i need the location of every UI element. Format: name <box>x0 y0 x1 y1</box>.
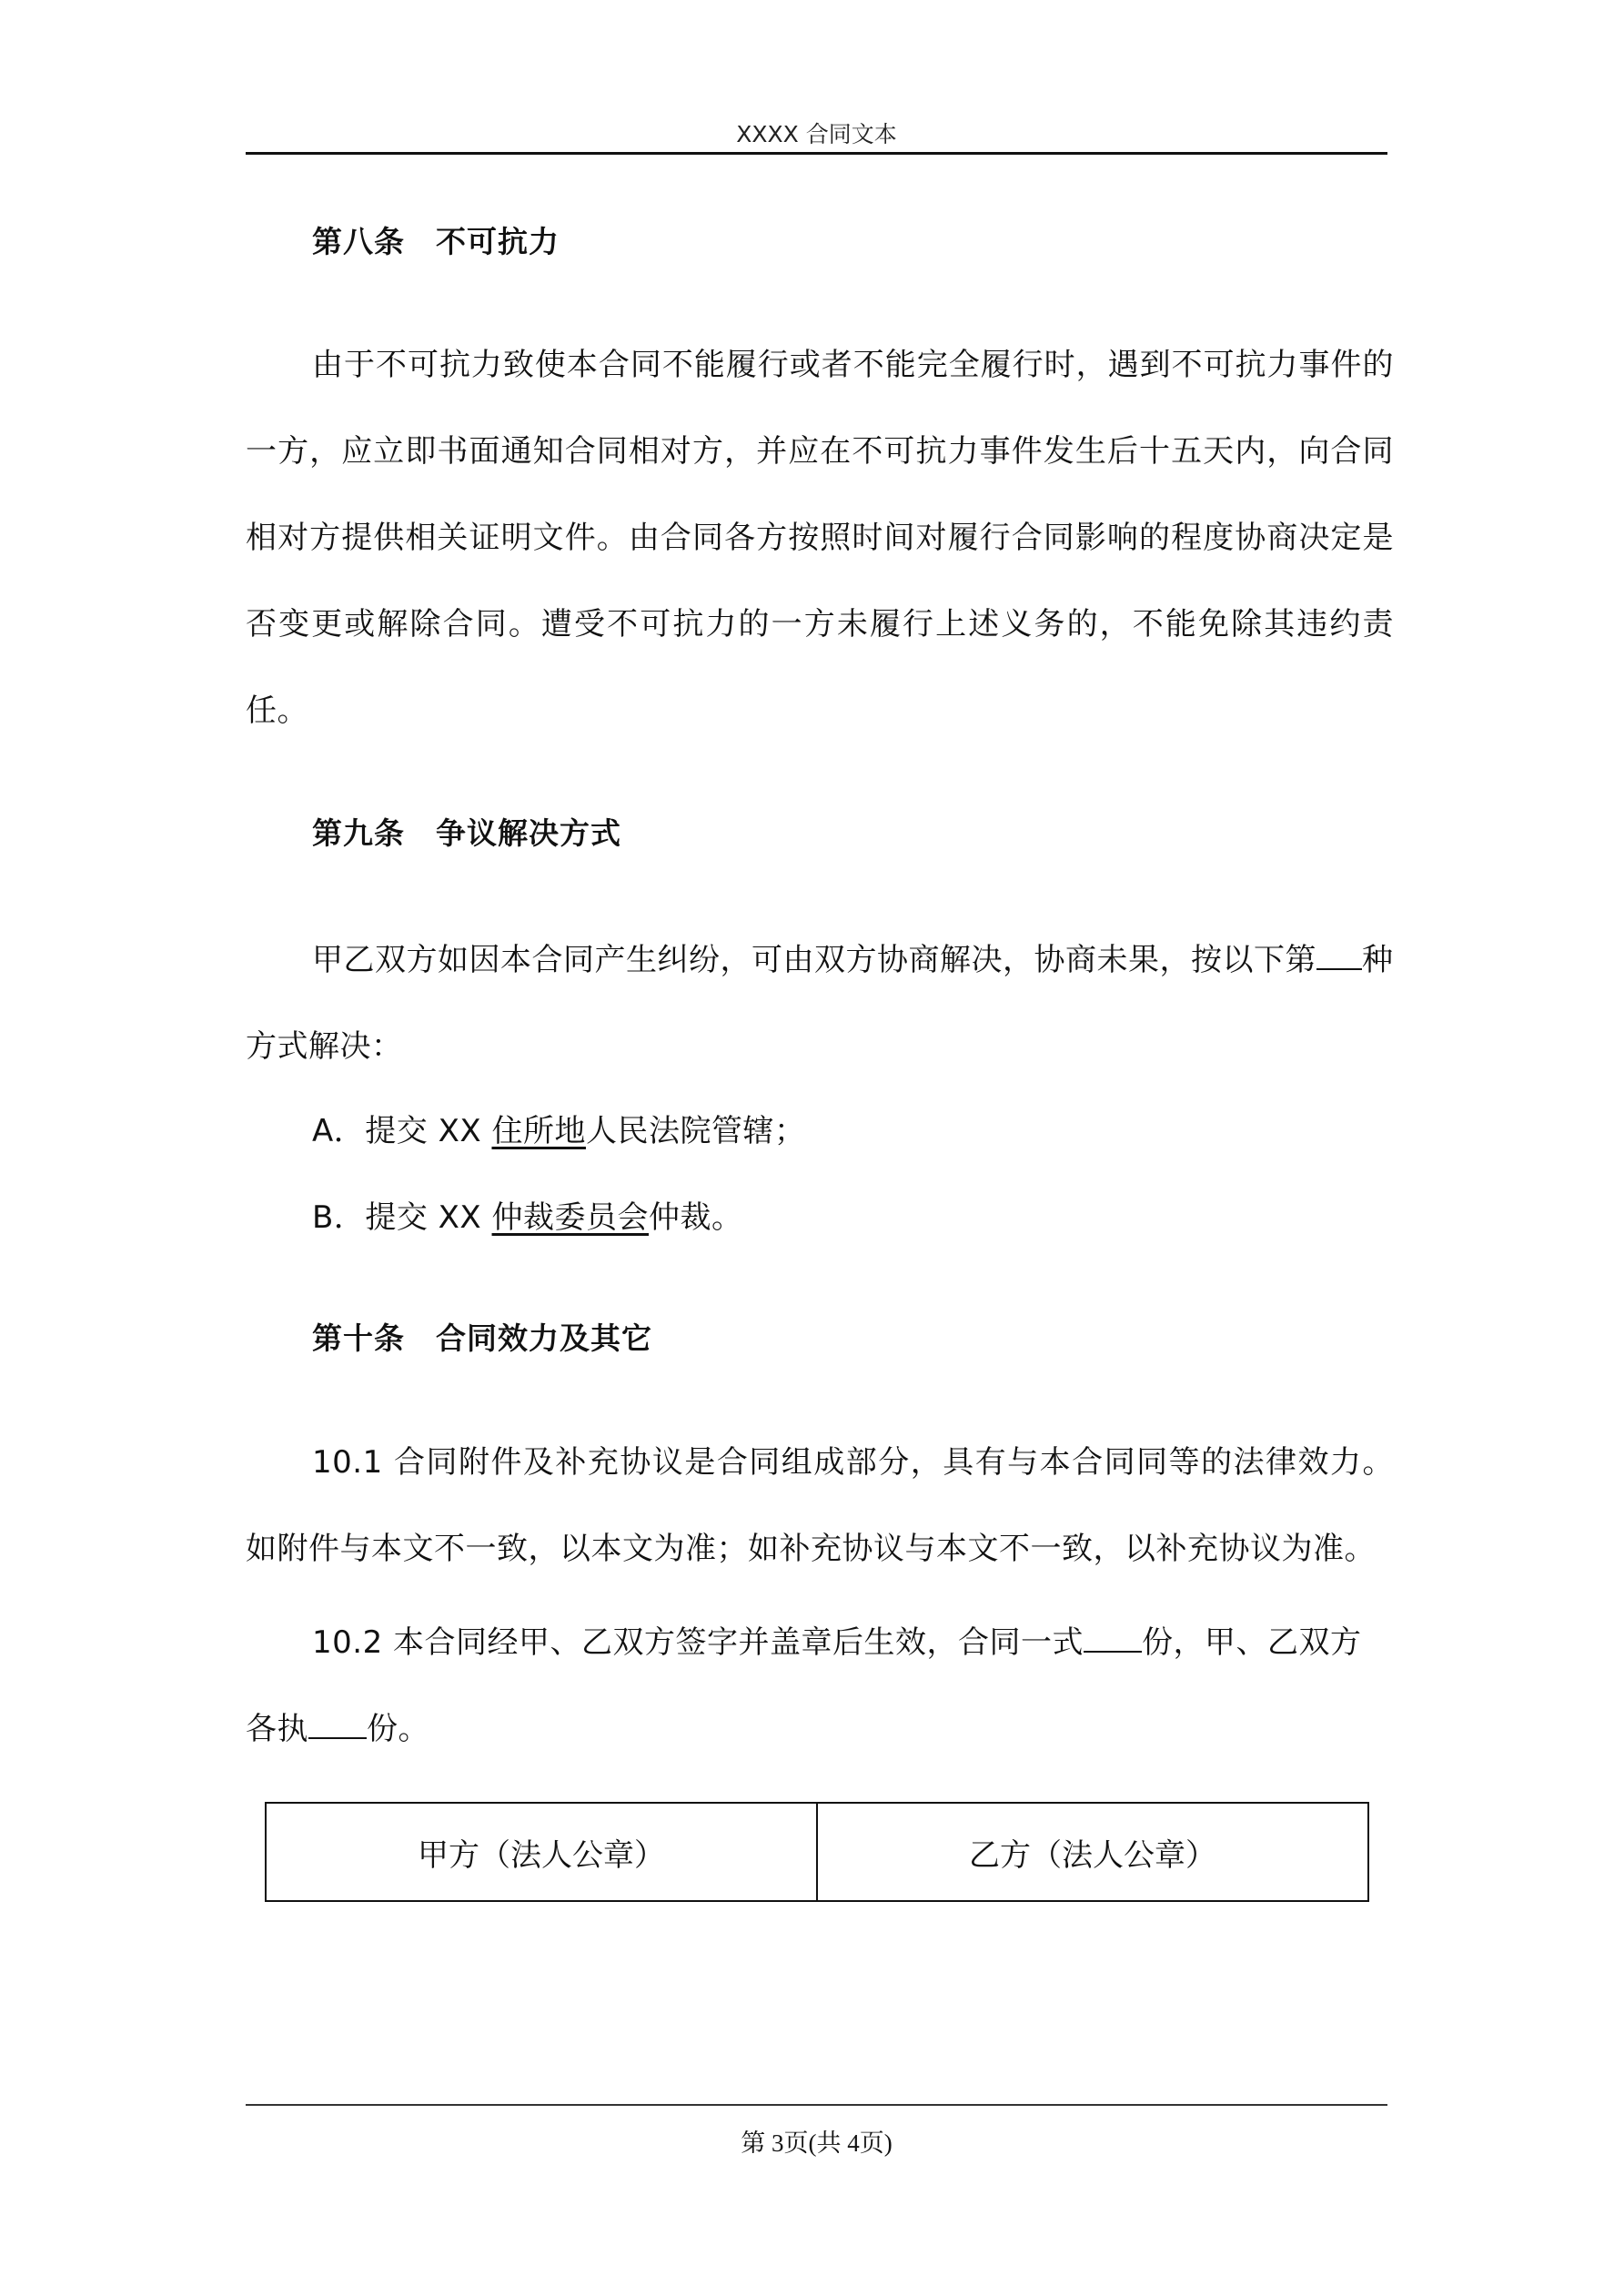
article-8-body: 由于不可抗力致使本合同不能履行或者不能完全履行时，遇到不可抗力事件的一方，应立即书面通知合同相对方，并应在不可抗力事件发生后十五天内，向合同相对方提供相关证明文件。由合同各方按照时间对履行合同影响的程度协商决定是否变更或解除合同。遭受不可抗力的一方未履行上述义务的，不能免除其违约责任。 <box>246 347 1394 729</box>
clause-10-2-line2 <box>246 1704 429 1748</box>
clause-10-2-text-4: 份。 <box>367 1711 429 1747</box>
copies-each-blank <box>308 1710 367 1739</box>
article-9-intro-text: 甲乙双方如因本合同产生纠纷，可由双方协商解决，协商未果，按以下第 <box>312 942 1316 978</box>
clause-10-1: 10.1 合同附件及补充协议是合同组成部分，具有与本合同同等的法律效力。如附件与本文不一致，以本文为准；如补充协议与本文不一致，以补充协议为准。 <box>246 1444 1394 1567</box>
clause-10-2 <box>312 1617 1362 1662</box>
option-a <box>312 1106 805 1150</box>
option-b-arbitration: 仲裁委员会 <box>491 1199 650 1236</box>
choice-blank <box>1316 941 1362 970</box>
article-10-heading: 第十条 合同效力及其它 <box>312 1320 652 1356</box>
article-8-heading: 第八条 不可抗力 <box>312 224 560 259</box>
page-header: XXXX 合同文本 <box>736 121 897 147</box>
option-a-court: 住所地 <box>491 1113 586 1149</box>
footer-rule <box>246 2104 1387 2106</box>
option-b-prefix: B．提交 XX <box>312 1199 492 1236</box>
option-a-suffix: 人民法院管辖； <box>585 1113 806 1149</box>
article-9-intro-line2: 方式解决： <box>246 1028 403 1065</box>
article-9-heading: 第九条 争议解决方式 <box>312 815 621 851</box>
copies-total-blank <box>1084 1623 1142 1653</box>
option-b-suffix: 仲裁。 <box>649 1199 743 1236</box>
clause-10-2-text-3: 各执 <box>246 1711 308 1747</box>
clause-10-2-text-1: 10.2 本合同经甲、乙双方签字并盖章后生效，合同一式 <box>312 1624 1084 1661</box>
article-9-intro <box>312 935 1394 979</box>
option-a-prefix: A．提交 XX <box>312 1113 492 1149</box>
clause-10-2-text-2: 份，甲、乙双方 <box>1142 1624 1362 1661</box>
option-b <box>312 1192 743 1237</box>
article-9-intro-end: 种 <box>1362 942 1394 978</box>
party-b-seal-cell: 乙方（法人公章） <box>816 1804 1367 1900</box>
header-rule <box>246 152 1387 155</box>
party-a-seal-cell: 甲方（法人公章） <box>418 1836 665 1874</box>
page-number: 第 3页(共 4页) <box>741 2129 893 2157</box>
signature-table <box>265 1802 1369 1902</box>
